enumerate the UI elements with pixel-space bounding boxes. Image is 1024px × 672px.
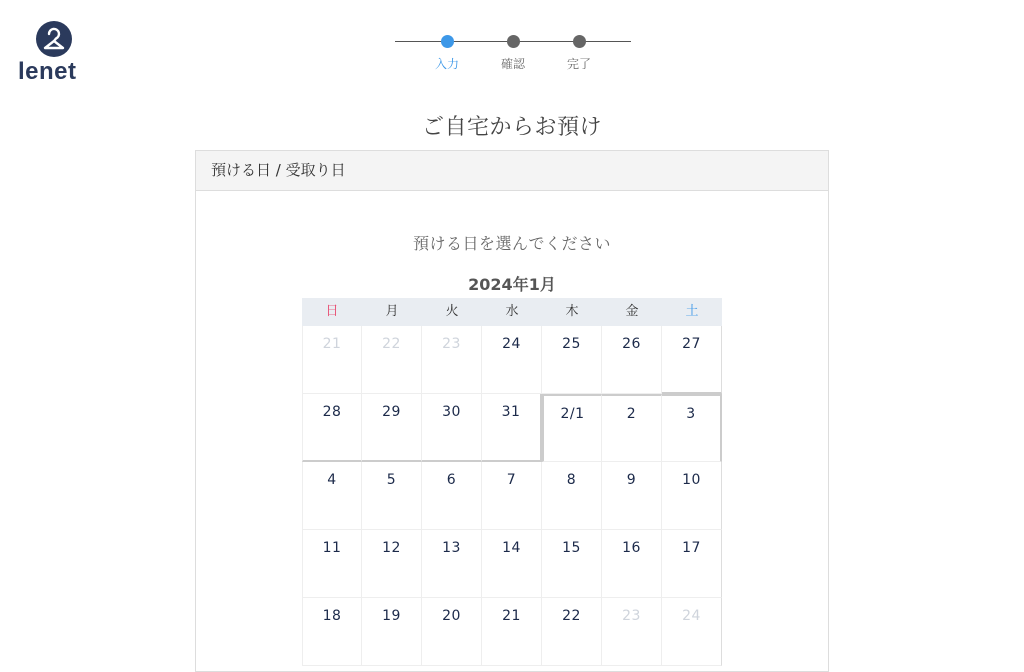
calendar-day-cell[interactable]: 25 xyxy=(542,326,602,394)
step-input xyxy=(427,35,467,72)
calendar-day-cell[interactable]: 9 xyxy=(602,462,662,530)
panel-header: 預ける日 / 受取り日 xyxy=(196,151,828,191)
calendar-day-cell[interactable]: 5 xyxy=(362,462,422,530)
calendar-day-cell: 24 xyxy=(662,598,722,666)
calendar-day-cell: 22 xyxy=(362,326,422,394)
date-panel xyxy=(195,150,829,672)
page-title: ご自宅からお預け xyxy=(421,115,602,140)
weekday-mon: 月 xyxy=(385,304,399,319)
weekday-tue: 火 xyxy=(445,304,459,319)
calendar-day-cell[interactable]: 30 xyxy=(422,394,482,462)
step-label: 確認 xyxy=(500,57,525,71)
calendar-day-cell[interactable]: 17 xyxy=(662,530,722,598)
step-complete xyxy=(559,35,599,72)
calendar-day-cell[interactable]: 15 xyxy=(542,530,602,598)
calendar-day-cell[interactable]: 12 xyxy=(362,530,422,598)
calendar-day-cell[interactable]: 3 xyxy=(662,394,722,462)
calendar-day-cell[interactable]: 28 xyxy=(302,394,362,462)
calendar-day-cell[interactable]: 10 xyxy=(662,462,722,530)
calendar-day-cell[interactable]: 2 xyxy=(602,394,662,462)
calendar-grid xyxy=(302,326,722,666)
weekday-sat: 土 xyxy=(685,304,699,319)
calendar xyxy=(302,298,722,666)
weekday-header xyxy=(302,298,722,326)
weekday-thu: 木 xyxy=(565,304,579,319)
calendar-day-cell[interactable]: 8 xyxy=(542,462,602,530)
step-label: 入力 xyxy=(434,57,459,71)
step-dot xyxy=(573,35,586,48)
calendar-day-cell[interactable]: 21 xyxy=(482,598,542,666)
step-confirm xyxy=(493,35,533,72)
calendar-day-cell[interactable]: 31 xyxy=(482,394,542,462)
weekday-sun: 日 xyxy=(325,304,339,319)
progress-stepper xyxy=(395,30,631,76)
calendar-day-cell[interactable]: 16 xyxy=(602,530,662,598)
step-dot xyxy=(507,35,520,48)
instruction-text: 預ける日を選んでください xyxy=(412,234,611,253)
calendar-day-cell[interactable]: 7 xyxy=(482,462,542,530)
hanger-icon xyxy=(34,20,74,60)
calendar-day-cell[interactable]: 24 xyxy=(482,326,542,394)
calendar-day-cell[interactable]: 2/1 xyxy=(542,394,602,462)
step-label: 完了 xyxy=(566,57,591,71)
step-dot xyxy=(441,35,454,48)
weekday-fri: 金 xyxy=(625,304,639,319)
weekday-wed: 水 xyxy=(505,304,519,319)
calendar-day-cell: 23 xyxy=(602,598,662,666)
calendar-day-cell: 23 xyxy=(422,326,482,394)
calendar-day-cell[interactable]: 13 xyxy=(422,530,482,598)
brand-logo[interactable] xyxy=(18,20,90,84)
calendar-day-cell[interactable]: 19 xyxy=(362,598,422,666)
calendar-day-cell: 21 xyxy=(302,326,362,394)
calendar-day-cell[interactable]: 27 xyxy=(662,326,722,394)
calendar-day-cell[interactable]: 26 xyxy=(602,326,662,394)
calendar-month-label: 2024年1月 xyxy=(468,275,556,294)
brand-name: lenet xyxy=(18,58,77,85)
calendar-day-cell[interactable]: 29 xyxy=(362,394,422,462)
calendar-day-cell[interactable]: 4 xyxy=(302,462,362,530)
calendar-day-cell[interactable]: 6 xyxy=(422,462,482,530)
calendar-day-cell[interactable]: 11 xyxy=(302,530,362,598)
calendar-day-cell[interactable]: 22 xyxy=(542,598,602,666)
calendar-day-cell[interactable]: 18 xyxy=(302,598,362,666)
calendar-day-cell[interactable]: 20 xyxy=(422,598,482,666)
calendar-day-cell[interactable]: 14 xyxy=(482,530,542,598)
